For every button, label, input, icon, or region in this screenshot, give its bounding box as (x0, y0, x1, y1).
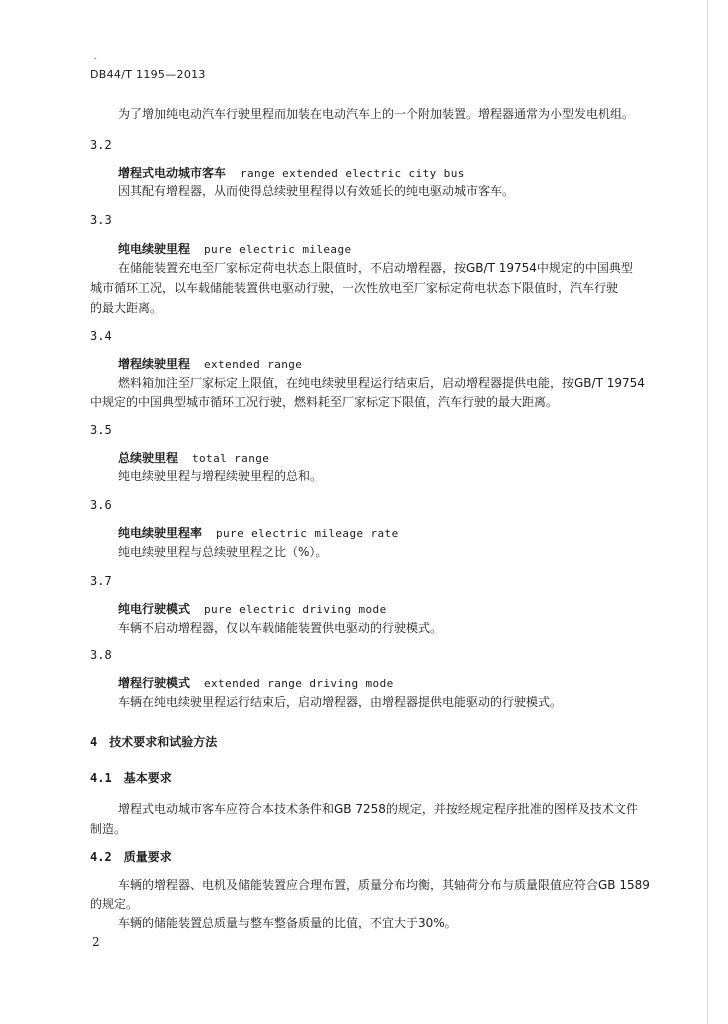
clause-number: 3.6 (90, 498, 112, 512)
term-heading (118, 600, 387, 617)
term-cn: 总续驶里程 (118, 451, 179, 465)
body-line: 增程式电动城市客车应符合本技术条件和GB 7258的规定，并按经规定程序批准的图样及技术文件 (118, 802, 638, 816)
clause-number: 3.7 (90, 574, 112, 588)
page-number: 2 (92, 935, 100, 949)
term-en: range extended electric city bus (240, 167, 465, 180)
clause-number: 3.4 (90, 329, 112, 343)
term-cn: 增程续驶里程 (118, 357, 191, 371)
clause-number: 3.3 (90, 213, 112, 227)
section-heading (90, 733, 217, 750)
term-cn: 增程式电动城市客车 (118, 166, 227, 180)
subsection-heading (90, 769, 172, 786)
body-line: 车辆的增程器、电机及储能装置应合理布置，质量分布均衡，其轴荷分布与质量限值应符合GB 1589 (118, 878, 650, 892)
body-line: 制造。 (90, 822, 127, 836)
definition-line: 纯电续驶里程与总续驶里程之比（%）。 (118, 545, 328, 559)
subsection-title: 质量要求 (123, 850, 172, 864)
term-cn: 纯电续驶里程率 (118, 526, 203, 540)
term-en: extended range (204, 358, 303, 371)
definition-line: 纯电续驶里程与增程续驶里程的总和。 (118, 469, 323, 483)
term-cn: 增程行驶模式 (118, 676, 191, 690)
clause-number: 3.8 (90, 648, 112, 662)
definition-line: 车辆不启动增程器，仅以车载储能装置供电驱动的行驶模式。 (118, 621, 443, 635)
subsection-heading (90, 848, 172, 865)
clause-number: 3.2 (90, 138, 112, 152)
scan-dot: · (94, 54, 98, 65)
subsection-title: 基本要求 (123, 771, 172, 785)
scan-edge-line (707, 0, 708, 1024)
term-cn: 纯电行驶模式 (118, 602, 191, 616)
term-heading (118, 164, 465, 181)
term-cn: 纯电续驶里程 (118, 242, 191, 256)
body-line: 的规定。 (90, 897, 139, 911)
definition-line: 的最大距离。 (90, 301, 163, 315)
section-number: 4 (90, 735, 98, 749)
term-heading (118, 355, 302, 372)
term-en: pure electric driving mode (204, 603, 387, 616)
definition-line: 城市循环工况，以车载储能装置供电驱动行驶，一次性放电至厂家标定荷电状态下限值时，汽车行驶 (90, 281, 619, 295)
subsection-number: 4.2 (90, 850, 112, 864)
term-en: extended range driving mode (204, 677, 394, 690)
term-heading (118, 449, 269, 466)
term-heading (118, 524, 399, 541)
subsection-number: 4.1 (90, 771, 112, 785)
definition-line: 在储能装置充电至厂家标定荷电状态上限值时，不启动增程器，按GB/T 19754中规定的中国典型 (118, 261, 633, 275)
term-heading (118, 674, 394, 691)
term-heading (118, 240, 352, 257)
section-title: 技术要求和试验方法 (109, 735, 218, 749)
definition-line: 燃料箱加注至厂家标定上限值，在纯电续驶里程运行结束后，启动增程器提供电能，按GB/T 19754 (118, 376, 645, 390)
definition-line: 因其配有增程器，从而使得总续驶里程得以有效延长的纯电驱动城市客车。 (118, 184, 515, 198)
term-en: total range (192, 452, 270, 465)
intro-line: 为了增加纯电动汽车行驶里程而加装在电动汽车上的一个附加装置。增程器通常为小型发电机组。 (118, 107, 635, 121)
definition-line: 车辆在纯电续驶里程运行结束后，启动增程器，由增程器提供电能驱动的行驶模式。 (118, 695, 563, 709)
body-line: 车辆的储能装置总质量与整车整备质量的比值，不宜大于30%。 (118, 916, 457, 930)
clause-number: 3.5 (90, 423, 112, 437)
definition-line: 中规定的中国典型城市循环工况行驶，燃料耗至厂家标定下限值，汽车行驶的最大距离。 (90, 395, 559, 409)
term-en: pure electric mileage (204, 243, 352, 256)
document-code: DB44/T 1195—2013 (90, 68, 206, 81)
term-en: pure electric mileage rate (216, 527, 399, 540)
